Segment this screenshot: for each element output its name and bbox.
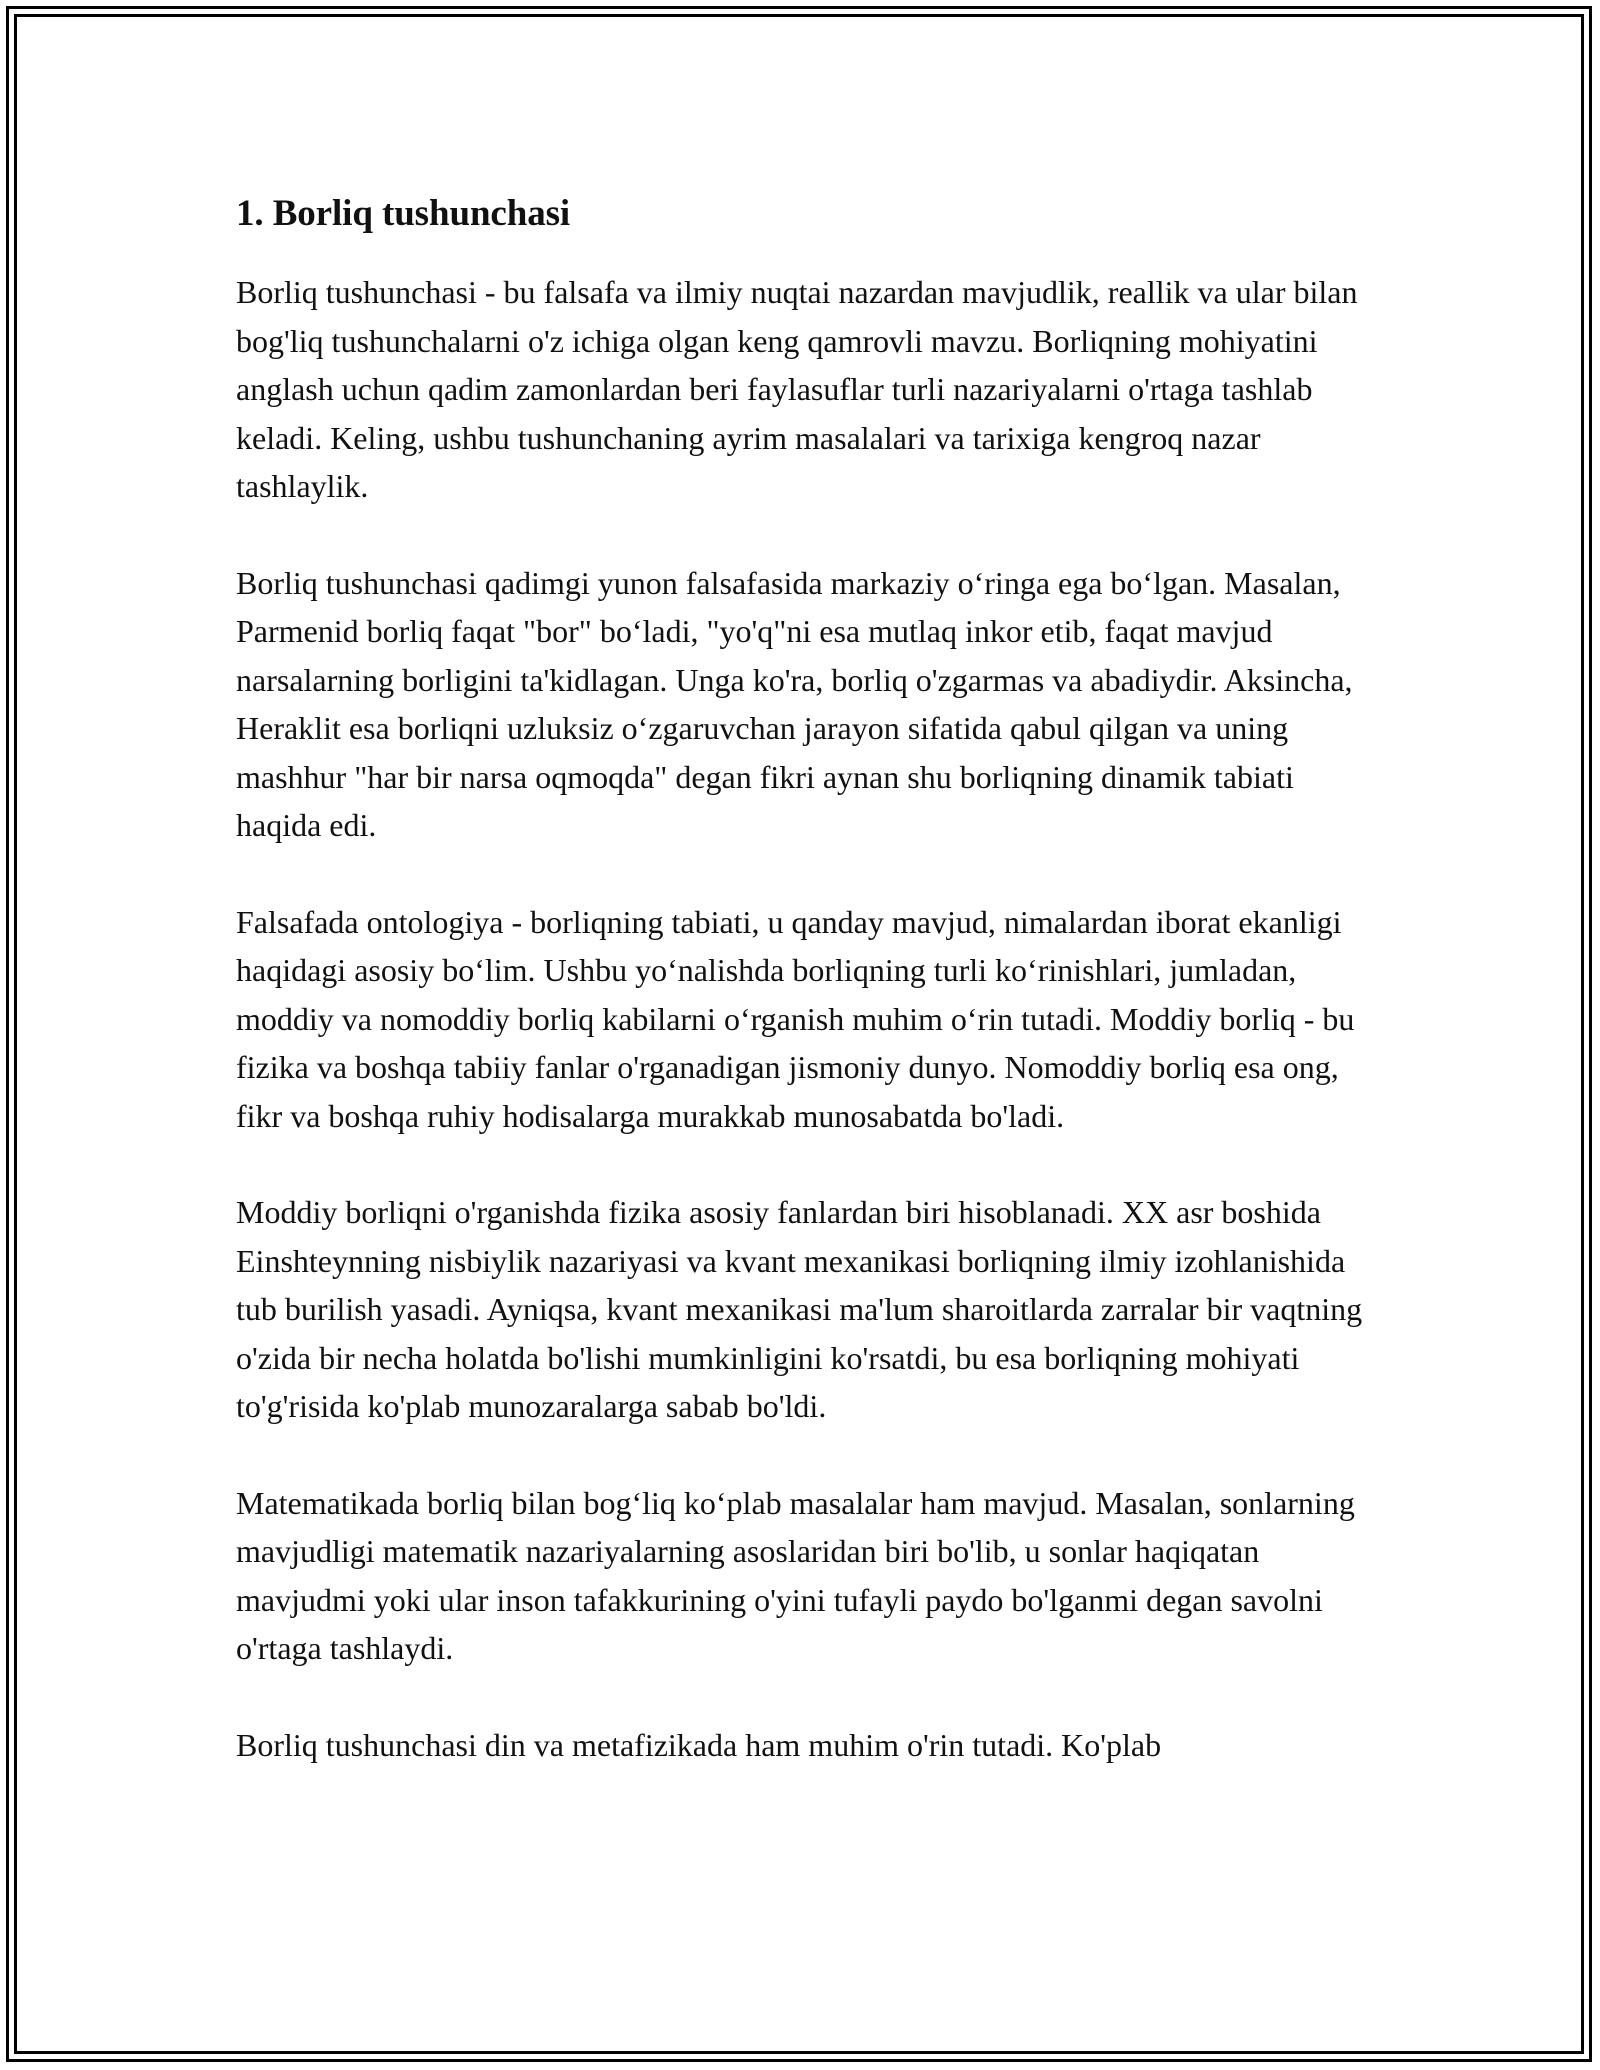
document-body — [236, 186, 1386, 1817]
paragraph: Falsafada ontologiya - borliqning tabiati, u qanday mavjud, nimalardan iborat ekanligi haqidagi asosiy bo‘lim. Ushbu yo‘nalishda borliqning turli ko‘rinishlari, jumladan, moddiy va nomoddiy borliq kabilarni o‘rganish muhim o‘rin tutadi. Moddiy borliq - bu fizika va boshqa tabiiy fanlar o'rganadigan jismoniy dunyo. Nomoddiy borliq esa ong, fikr va boshqa ruhiy hodisalarga murakkab munosabatda bo'ladi. — [236, 903, 1355, 1134]
paragraph: Borliq tushunchasi - bu falsafa va ilmiy nuqtai nazardan mavjudlik, reallik va ular bilan bog'liq tushunchalarni o'z ichiga olgan keng qamrovli mavzu. Borliqning mohiyatini anglash uchun qadim zamonlardan beri faylasuflar turli nazariyalarni o'rtaga tashlab keladi. Keling, ushbu tushunchaning ayrim masalalari va tarixiga kengroq nazar tashlaylik. — [236, 274, 1358, 504]
paragraph: Borliq tushunchasi din va metafizikada ham muhim o'rin tutadi. Ko'plab — [236, 1726, 1162, 1763]
paragraph: Moddiy borliqni o'rganishda fizika asosiy fanlardan biri hisoblanadi. XX asr boshida Einshteynning nisbiylik nazariyasi va kvant mexanikasi borliqning ilmiy izohlanishida tub burilish yasadi. Ayniqsa, kvant mexanikasi ma'lum sharoitlarda zarralar bir vaqtning o'zida bir necha holatda bo'lishi mumkinligini ko'rsatdi, bu esa borliqning mohiyati to'g'risida ko'plab munozaralarga sabab bo'ldi. — [236, 1194, 1363, 1424]
paragraph: Matematikada borliq bilan bog‘liq ko‘plab masalalar ham mavjud. Masalan, sonlarning mavjudligi matematik nazariyalarning asoslaridan biri bo'lib, u sonlar haqiqatan mavjudmi yoki ular inson tafakkurining o'yini tufayli paydo bo'lganmi degan savolni o'rtaga tashlaydi. — [236, 1484, 1355, 1666]
paragraph: Borliq tushunchasi qadimgi yunon falsafasida markaziy o‘ringa ega bo‘lgan. Masalan, Parmenid borliq faqat "bor" bo‘ladi, "yo'q"ni esa mutlaq inkor etib, faqat mavjud narsalarning borligini ta'kidlagan. Unga ko'ra, borliq o'zgarmas va abadiydir. Aksincha, Heraklit esa borliqni uzluksiz o‘zgaruvchan jarayon sifatida qabul qilgan va uning mashhur "har bir narsa oqmoqda" degan fikri aynan shu borliqning dinamik tabiati haqida edi. — [236, 564, 1353, 843]
section-heading: 1. Borliq tushunchasi — [236, 193, 571, 234]
